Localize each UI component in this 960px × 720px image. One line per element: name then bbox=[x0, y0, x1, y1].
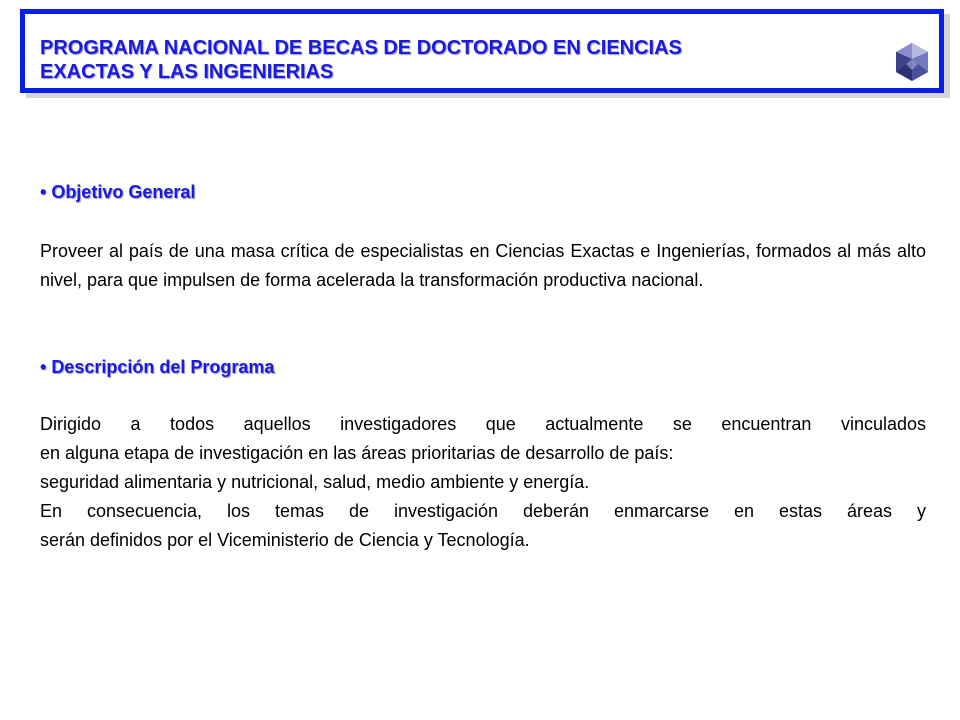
bullet: • bbox=[40, 357, 47, 377]
section-heading-descripcion bbox=[40, 356, 274, 378]
descripcion-line: seguridad alimentaria y nutricional, salud, medio ambiente y energía. bbox=[40, 472, 590, 492]
descripcion-line: en alguna etapa de investigación en las áreas prioritarias de desarrollo de país: bbox=[40, 443, 674, 463]
page-title bbox=[40, 36, 860, 84]
bullet: • bbox=[40, 182, 47, 202]
title-banner bbox=[20, 9, 944, 93]
descripcion-line: Dirigido a todos aquellos investigadores que actualmente se encuentran vinculados bbox=[40, 414, 926, 434]
section-heading-objetivo bbox=[40, 181, 195, 203]
heading-text-objetivo: Objetivo General bbox=[51, 182, 196, 202]
page-title-line-1: PROGRAMA NACIONAL DE BECAS DE DOCTORADO EN CIENCIAS bbox=[40, 37, 682, 59]
objetivo-paragraph: Proveer al país de una masa crítica de especialistas en Ciencias Exactas e Ingenierías, formados al más alto nivel, para que impulsen de forma acelerada la transformación productiva nacional. bbox=[40, 241, 926, 290]
crystal-gem-icon bbox=[893, 42, 931, 82]
descripcion-line: En consecuencia, los temas de investigación deberán enmarcarse en estas áreas y bbox=[40, 501, 926, 521]
descripcion-paragraph bbox=[40, 410, 926, 555]
page-title-line-2: EXACTAS Y LAS INGENIERIAS bbox=[40, 61, 334, 83]
heading-text-descripcion: Descripción del Programa bbox=[51, 357, 275, 377]
descripcion-line: serán definidos por el Viceministerio de Ciencia y Tecnología. bbox=[40, 530, 530, 550]
